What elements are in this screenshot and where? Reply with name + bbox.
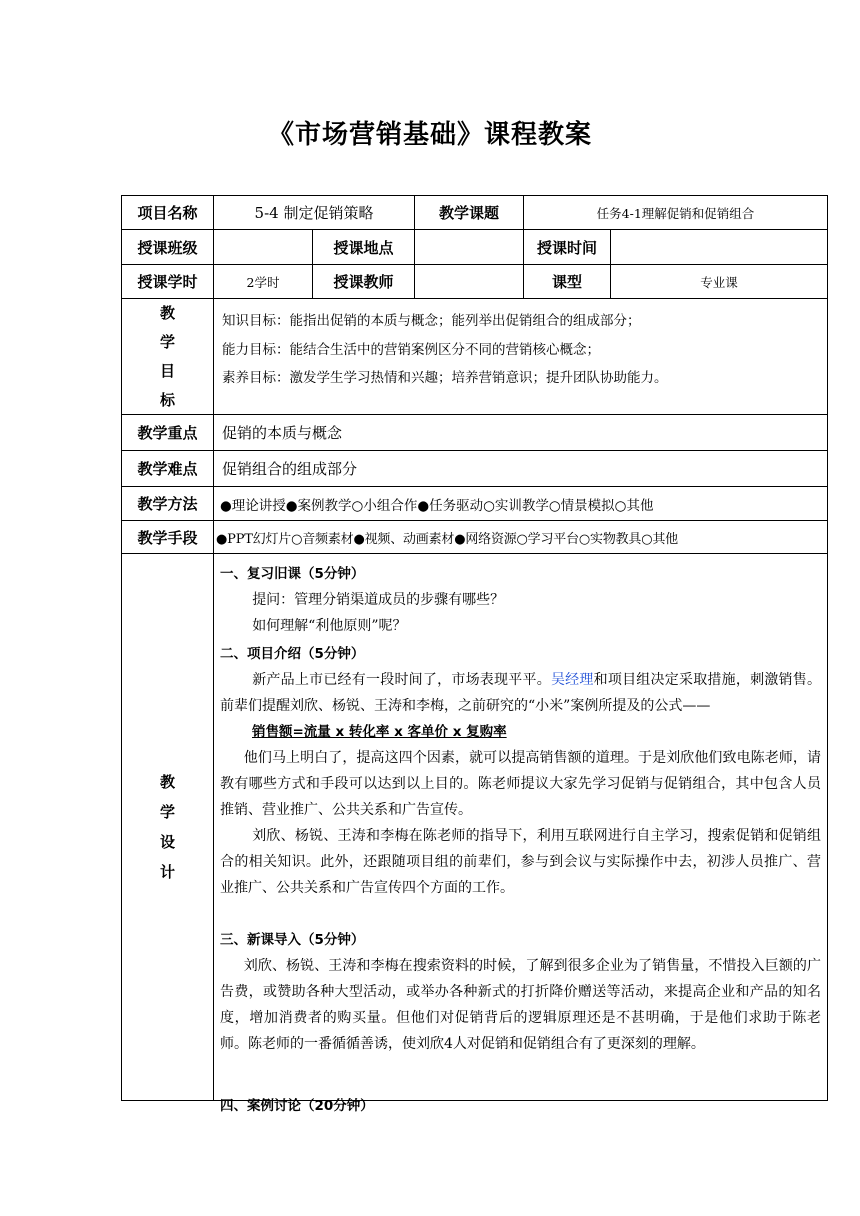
design-content	[214, 554, 827, 1119]
difficulty-value: 促销组合的组成部分	[222, 460, 358, 478]
means-label: 教学手段	[122, 521, 214, 553]
row-hours	[122, 265, 827, 299]
intro-paragraph: 刘欣、杨锐、王涛和李梅在搜索资料的时候，了解到很多企业为了销售量，不惜投入巨额的广告费，或赞助各种大型活动，或举办各种新式的打折降价赠送等活动，来提高企业和产品的知名度，增加消费者的购买量。但他们对促销背后的逻辑原理还是不甚明确，于是他们求助于陈老师。陈老师的一番循循善诱，使刘欣4人对促销和促销组合有了更深刻的理解。	[220, 958, 821, 1052]
objectives-label-char: 教	[159, 303, 175, 322]
quality-objective: 素养目标：激发学生学习热情和兴趣；培养营销意识；提升团队协助能力。	[222, 370, 668, 386]
lesson-plan-table	[121, 195, 828, 1114]
ability-objective: 能力目标：能结合生活中的营销案例区分不同的营销核心概念；	[222, 341, 600, 358]
objectives-label-char: 学	[159, 332, 175, 351]
row-project	[122, 196, 827, 230]
design-label-char: 计	[159, 863, 175, 881]
class-label: 授课班级	[122, 230, 214, 264]
row-difficulty	[122, 451, 827, 487]
topic-value: 任务4-1理解促销和促销组合	[596, 205, 755, 221]
section-project-heading: 二、项目介绍（5分钟）	[220, 646, 365, 662]
type-label: 课型	[524, 265, 611, 298]
time-label: 授课时间	[524, 230, 611, 264]
section-case-heading: 四、案例讨论（20分钟）	[220, 1098, 374, 1114]
sales-formula: 销售额=流量 x 转化率 x 客单价 x 复购率	[252, 724, 507, 740]
row-objectives	[122, 299, 827, 415]
objectives-label-char: 目	[159, 361, 175, 380]
design-label-char: 学	[159, 803, 175, 821]
project-name-value: 5-4 制定促销策略	[214, 196, 415, 229]
objectives-content	[214, 299, 827, 393]
section-intro-heading: 三、新课导入（5分钟）	[220, 932, 365, 948]
objectives-label-char: 标	[159, 390, 175, 409]
project-paragraph-1-b: 和项目组决定采取措施，刺激销售。前辈们提醒刘欣、杨锐、王涛和李梅，之前研究的“小米”案例所提及的公式——	[220, 672, 822, 714]
row-means	[122, 521, 827, 554]
topic-label: 教学课题	[415, 196, 524, 229]
means-value: ●PPT幻灯片○音频素材●视频、动画素材●网络资源○学习平台○实物教具○其他	[216, 531, 678, 547]
design-label-char: 教	[159, 773, 175, 791]
teacher-value	[415, 265, 524, 298]
page-title: 《市场营销基础》课程教案	[267, 120, 592, 150]
project-paragraph-2: 他们马上明白了，提高这四个因素，就可以提高销售额的道理。于是刘欣他们致电陈老师，请教有哪些方式和手段可以达到以上目的。陈老师提议大家先学习促销与促销组合，其中包含人员推销、营业推广、公共关系和广告宣传。	[220, 750, 821, 818]
class-value	[214, 230, 313, 264]
time-value	[611, 230, 827, 264]
manager-name-highlight: 吴经理	[550, 672, 594, 688]
method-value: ●理论讲授●案例教学○小组合作●任务驱动○实训教学○情景模拟○其他	[220, 497, 654, 514]
key-point-label: 教学重点	[122, 415, 214, 450]
section-review-heading: 一、复习旧课（5分钟）	[220, 566, 365, 582]
teacher-label: 授课教师	[313, 265, 415, 298]
objectives-label	[122, 299, 214, 414]
row-method	[122, 487, 827, 521]
design-label	[122, 554, 214, 1100]
review-question-2: 如何理解“利他原则”呢？	[252, 618, 407, 634]
hours-label: 授课学时	[122, 265, 214, 298]
row-design	[122, 554, 827, 1114]
difficulty-label: 教学难点	[122, 451, 214, 486]
knowledge-objective: 知识目标：能指出促销的本质与概念；能列举出促销组合的组成部分；	[222, 313, 641, 329]
method-label: 教学方法	[122, 487, 214, 520]
key-point-value: 促销的本质与概念	[222, 424, 343, 442]
project-paragraph-3: 刘欣、杨锐、王涛和李梅在陈老师的指导下，利用互联网进行自主学习，搜索促销和促销组合的相关知识。此外，还跟随项目组的前辈们，参与到会议与实际操作中去，初涉人员推广、营业推广、公共关系和广告宣传四个方面的工作。	[220, 828, 821, 896]
type-value: 专业课	[700, 274, 738, 290]
design-label-char: 设	[159, 833, 175, 851]
row-class	[122, 230, 827, 265]
project-name-label: 项目名称	[122, 196, 214, 229]
project-paragraph-1	[220, 667, 821, 719]
review-question-1: 提问：管理分销渠道成员的步骤有哪些？	[252, 592, 505, 608]
location-label: 授课地点	[313, 230, 415, 264]
hours-value: 2学时	[214, 265, 313, 298]
row-key-point	[122, 415, 827, 451]
project-paragraph-1-a: 新产品上市已经有一段时间了，市场表现平平。	[252, 672, 551, 688]
location-value	[415, 230, 524, 264]
